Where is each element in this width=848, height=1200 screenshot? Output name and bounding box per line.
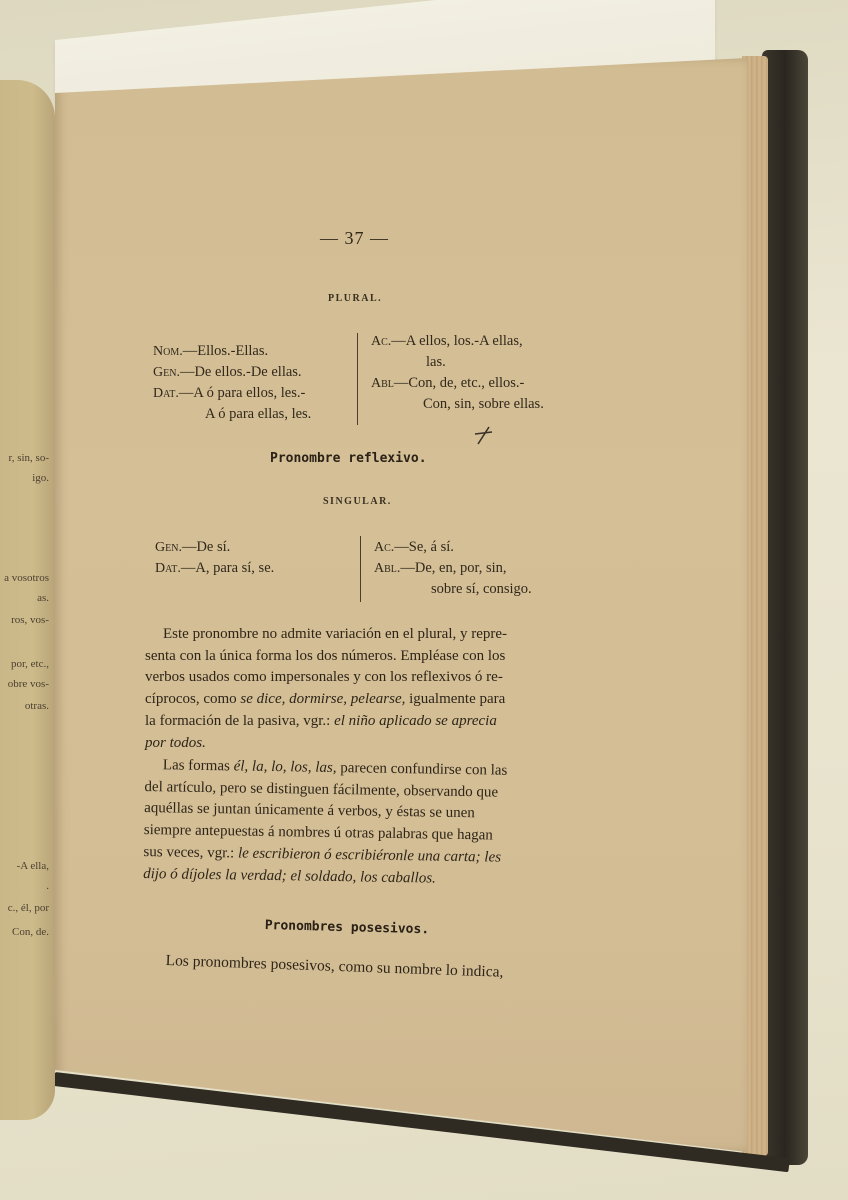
declension-row: A ó para ellas, les. — [205, 406, 312, 422]
plural-left-column — [153, 341, 311, 425]
pencil-cross-mark-icon — [474, 425, 494, 445]
declension-row: Con, sin, sobre ellas. — [423, 396, 544, 412]
declension-row: Dat.—A, para sí, se. — [155, 560, 275, 576]
paragraph-reflexive-usage: Este pronombre no admite variación en el plural, y repre- senta con la única forma los dos números. Empléase con los verbos usados como impersonales y con los reflexivos ó re- cíprocos, como se dice, dormirse, pelearse, igualmente para la formación de la pasiva, vgr.: el niño aplicado se aprecia por todos. — [145, 626, 508, 751]
page-number: — 37 — — [320, 228, 389, 248]
left-page — [0, 80, 55, 1120]
possessive-title: Pronombres posesivos. — [264, 918, 430, 938]
singular-heading: SINGULAR. — [323, 496, 392, 507]
left-page-fragment: a vosotros — [4, 572, 49, 584]
left-page-fragment: ros, vos- — [11, 614, 49, 626]
declension-row: Gen.—De ellos.-De ellas. — [153, 364, 302, 380]
paragraph-forms: Las formas él, la, lo, los, las, parecen confundirse con las del artículo, pero se distinguen fácilmente, observando que aquéllas se juntan únicamente á verbos, y éstas se unen siempre antepuestas á nombres ú otras palabras que hagan sus veces, vgr.: le escribieron ó escribiéronle una carta; les dijo ó díjoles la verdad; el soldado, los caballos. — [143, 757, 508, 887]
left-page-fragment: obre vos- — [7, 678, 49, 690]
left-page-fragment: . — [46, 880, 49, 892]
reflexive-title: Pronombre reflexivo. — [270, 451, 427, 466]
left-page-fragment: as. — [37, 592, 49, 604]
right-page — [55, 58, 747, 1152]
plural-heading: PLURAL. — [328, 293, 383, 304]
left-page-fragment: Con, de. — [12, 926, 49, 938]
declension-row: Abl.—De, en, por, sin, — [374, 560, 507, 576]
declension-row: Abl—Con, de, etc., ellos.- — [371, 375, 525, 391]
reflexive-left-column — [155, 537, 274, 579]
left-page-fragment: por, etc., — [10, 658, 49, 670]
left-page-fragment: r, sin, so- — [8, 452, 49, 464]
left-page-fragment: c., él, por — [7, 902, 49, 914]
plural-right-column — [371, 331, 544, 415]
book-cover-right-edge — [762, 50, 808, 1165]
paragraph-possessive-start: Los pronombres posesivos, como su nombre lo indica, — [165, 951, 504, 981]
left-page-fragment: -A ella, — [16, 860, 49, 872]
declension-row: sobre sí, consigo. — [431, 581, 532, 597]
left-page-fragment: igo. — [32, 472, 49, 484]
declension-row: Ac.—A ellos, los.-A ellas, — [371, 333, 523, 349]
declension-row: Dat.—A ó para ellos, les.- — [153, 385, 306, 401]
declension-row: las. — [426, 354, 446, 370]
reflexive-right-column — [374, 537, 532, 600]
declension-row: Ac.—Se, á sí. — [374, 539, 454, 555]
declension-row: Nom.—Ellos.-Ellas. — [153, 343, 269, 359]
declension-row: Gen.—De sí. — [155, 539, 231, 555]
left-page-fragment: otras. — [24, 700, 49, 712]
column-divider — [360, 536, 361, 602]
column-divider — [357, 333, 358, 425]
